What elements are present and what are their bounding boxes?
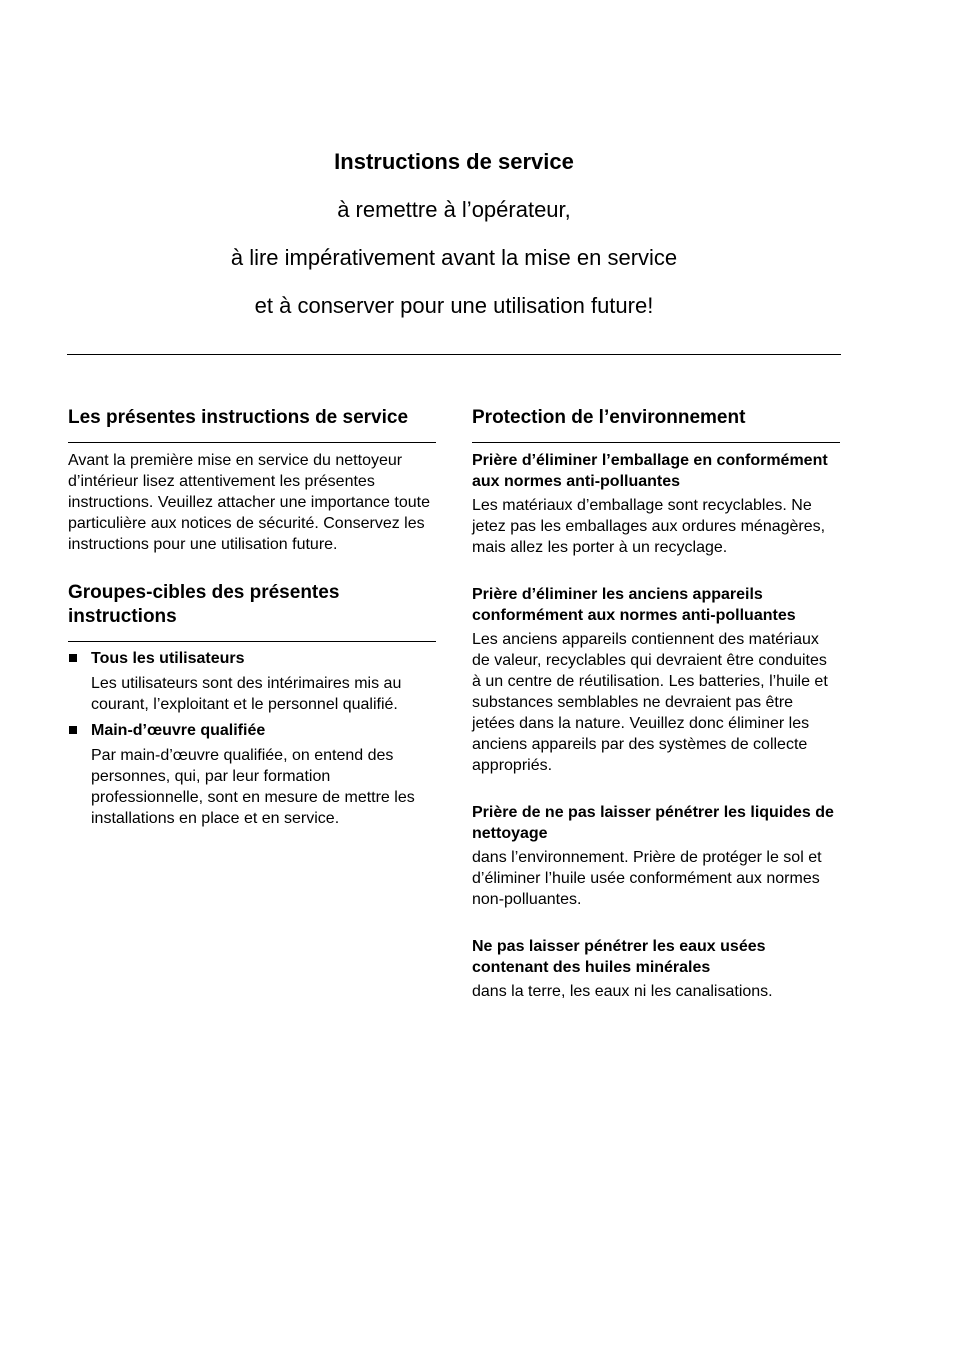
environment-block — [472, 802, 840, 910]
section-environment — [472, 406, 840, 1002]
header-line-2: à lire impérativement avant la mise en service — [230, 245, 678, 270]
list-item-body: Les utilisateurs sont des intérimaires mis au courant, l’exploitant et le personnel qualifié. — [91, 675, 402, 713]
list-item — [68, 648, 436, 715]
list-item-body: Par main-d’œuvre qualifiée, on entend des personnes, qui, par leur formation professionnelle, sont en mesure de mettre les installations en place et en service. — [91, 747, 415, 827]
square-bullet-icon — [69, 654, 77, 662]
environment-block-body: dans la terre, les eaux ni les canalisations. — [472, 983, 773, 1000]
section-target-groups — [68, 581, 436, 829]
document-title: Instructions de service — [334, 149, 574, 174]
list-item — [68, 720, 436, 829]
section-instructions — [68, 406, 436, 555]
list-item-title: Main-d’œuvre qualifiée — [91, 722, 266, 739]
environment-block — [472, 936, 840, 1002]
left-column — [68, 406, 436, 834]
right-column — [472, 406, 840, 1028]
header-divider — [67, 354, 841, 355]
environment-block-body: dans l’environnement. Prière de protéger le sol et d’éliminer l’huile usée conformément aux normes non-polluantes. — [472, 849, 822, 908]
header-line-1: à remettre à l’opérateur, — [337, 197, 571, 222]
environment-block-body: Les anciens appareils contiennent des matériaux de valeur, recyclables qui devraient être conduites à un centre de réutilisation. Les batteries, l’huile et substances semblables ne devraient pas être jetées dans la nature. Veuillez donc éliminer les anciens appareils par des systèmes de collecte appropriés. — [472, 631, 828, 774]
target-group-list — [68, 648, 436, 829]
section-environment-title: Protection de l’environnement — [472, 406, 840, 443]
section-target-groups-title: Groupes-cibles des présentes instructions — [68, 581, 436, 642]
environment-block-title: Ne pas laisser pénétrer les eaux usées contenant des huiles minérales — [472, 938, 766, 976]
square-bullet-icon — [69, 726, 77, 734]
environment-block-title: Prière d’éliminer les anciens appareils conformément aux normes anti-polluantes — [472, 586, 796, 624]
section-instructions-body: Avant la première mise en service du nettoyeur d’intérieur lisez attentivement les présentes instructions. Veuillez attacher une importance toute particulière aux notices de sécurité. Conservez les instructions pour une utilisation future. — [68, 452, 430, 553]
environment-block — [472, 584, 840, 776]
environment-block — [472, 450, 840, 558]
section-instructions-title: Les présentes instructions de service — [68, 406, 436, 443]
environment-block-title: Prière d’éliminer l’emballage en conformément aux normes anti-polluantes — [472, 452, 828, 490]
list-item-title: Tous les utilisateurs — [91, 650, 245, 667]
environment-block-title: Prière de ne pas laisser pénétrer les liquides de nettoyage — [472, 804, 834, 842]
environment-block-body: Les matériaux d’emballage sont recyclables. Ne jetez pas les emballages aux ordures ménagères, mais allez les porter à un recyclage. — [472, 497, 826, 556]
header-line-3: et à conserver pour une utilisation future! — [254, 293, 654, 318]
